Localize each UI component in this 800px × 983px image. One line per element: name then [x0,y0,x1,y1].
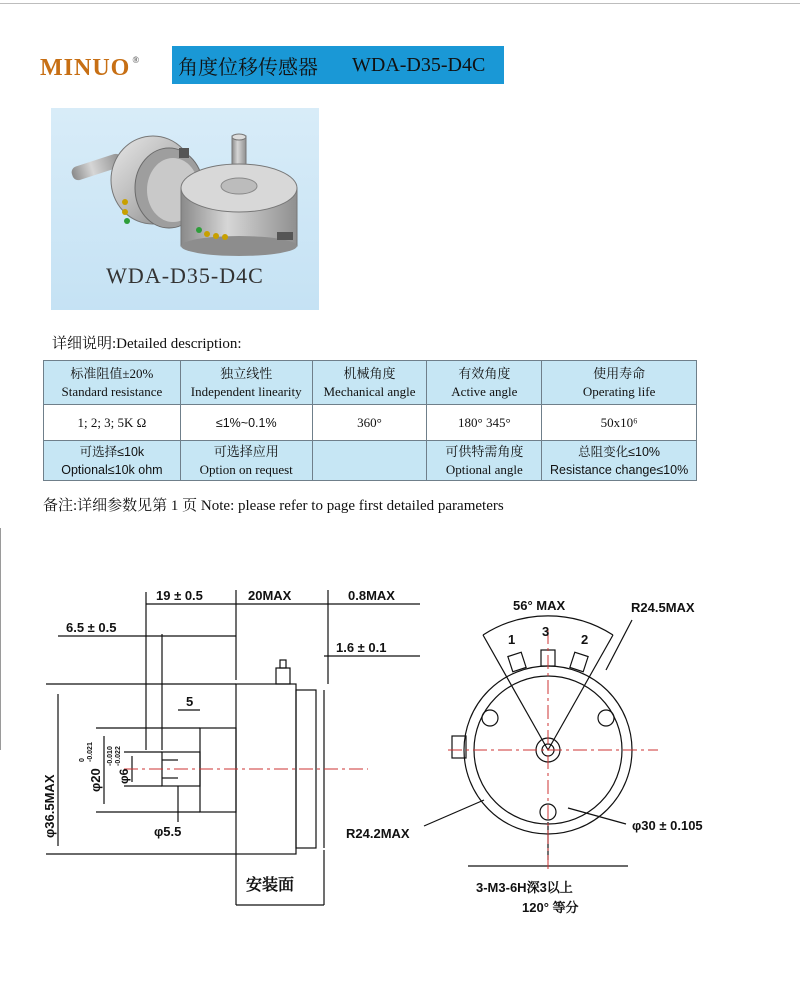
r24-5: R24.5MAX [631,600,695,615]
option-cell: 可选择应用 Option on request [180,441,312,481]
terminal-1: 1 [508,632,516,647]
dim-phi20-tol-top: 0 [79,758,86,762]
photo-caption: WDA-D35-D4C [106,263,264,288]
r24-2: R24.2MAX [346,826,410,841]
dim-1-6: 1.6 ± 0.1 [336,640,387,655]
table-options-row [44,441,697,481]
value-cell: 180° 345° [427,405,542,441]
table-values-row [44,405,697,441]
terminal-3: 3 [542,624,550,639]
dim-phi6-tol-bot: -0.022 [115,746,122,766]
dim-phi20: φ20 [88,768,103,792]
left-rule [0,528,1,750]
value-cell: ≤1%~0.1% [180,405,312,441]
value-cell: 50x10⁶ [542,405,697,441]
dim-phi6-tol-top: -0.010 [107,746,114,766]
value-cell: 360° [312,405,427,441]
dim-5: 5 [186,694,194,709]
dim-phi20-tol-bot: -0.021 [87,742,94,762]
brand-logo: MINUO ® [40,55,141,81]
header-cell: 标准阻值±20% Standard resistance [44,361,181,405]
dim-phi6: φ6 [117,768,131,784]
header-cell: 使用寿命 Operating life [542,361,697,405]
header-cell: 独立线性 Independent linearity [180,361,312,405]
value-cell: 1; 2; 3; 5K Ω [44,405,181,441]
dim-19: 19 ± 0.5 [156,588,203,603]
spec-table [43,360,697,481]
dim-phi5-5: φ5.5 [154,824,182,839]
top-rule [0,3,800,4]
angle-56: 56° MAX [513,598,566,613]
product-title-cn: 角度位移传感器 [178,56,318,79]
dim-phi36-5: φ36.5MAX [42,774,57,838]
title-bar [172,46,504,84]
product-photo [51,108,319,310]
technical-drawing [28,560,774,960]
note-text: 备注:详细参数见第 1 页 Note: please refer to page first detailed parameters [43,498,504,514]
mount-face-label: 安装面 [246,877,295,894]
equal-120: 120° 等分 [522,900,579,915]
dim-20max: 20MAX [248,588,292,603]
dim-08max: 0.8MAX [348,588,395,603]
table-header-row [44,361,697,405]
m3-holes: 3-M3-6H深3以上 [476,880,573,895]
option-cell: 可选择≤10k Optional≤10k ohm [44,441,181,481]
phi30: φ30 ± 0.105 [632,818,703,833]
option-cell: 可供特需角度 Optional angle [427,441,542,481]
terminal-2: 2 [581,632,589,647]
header-cell: 机械角度 Mechanical angle [312,361,427,405]
option-cell: 总阻变化≤10% Resistance change≤10% [542,441,697,481]
product-model: WDA-D35-D4C [352,53,486,76]
dim-6-5: 6.5 ± 0.5 [66,620,117,635]
option-cell [312,441,427,481]
header-cell: 有效角度 Active angle [427,361,542,405]
description-title: 详细说明:Detailed description: [52,336,242,352]
